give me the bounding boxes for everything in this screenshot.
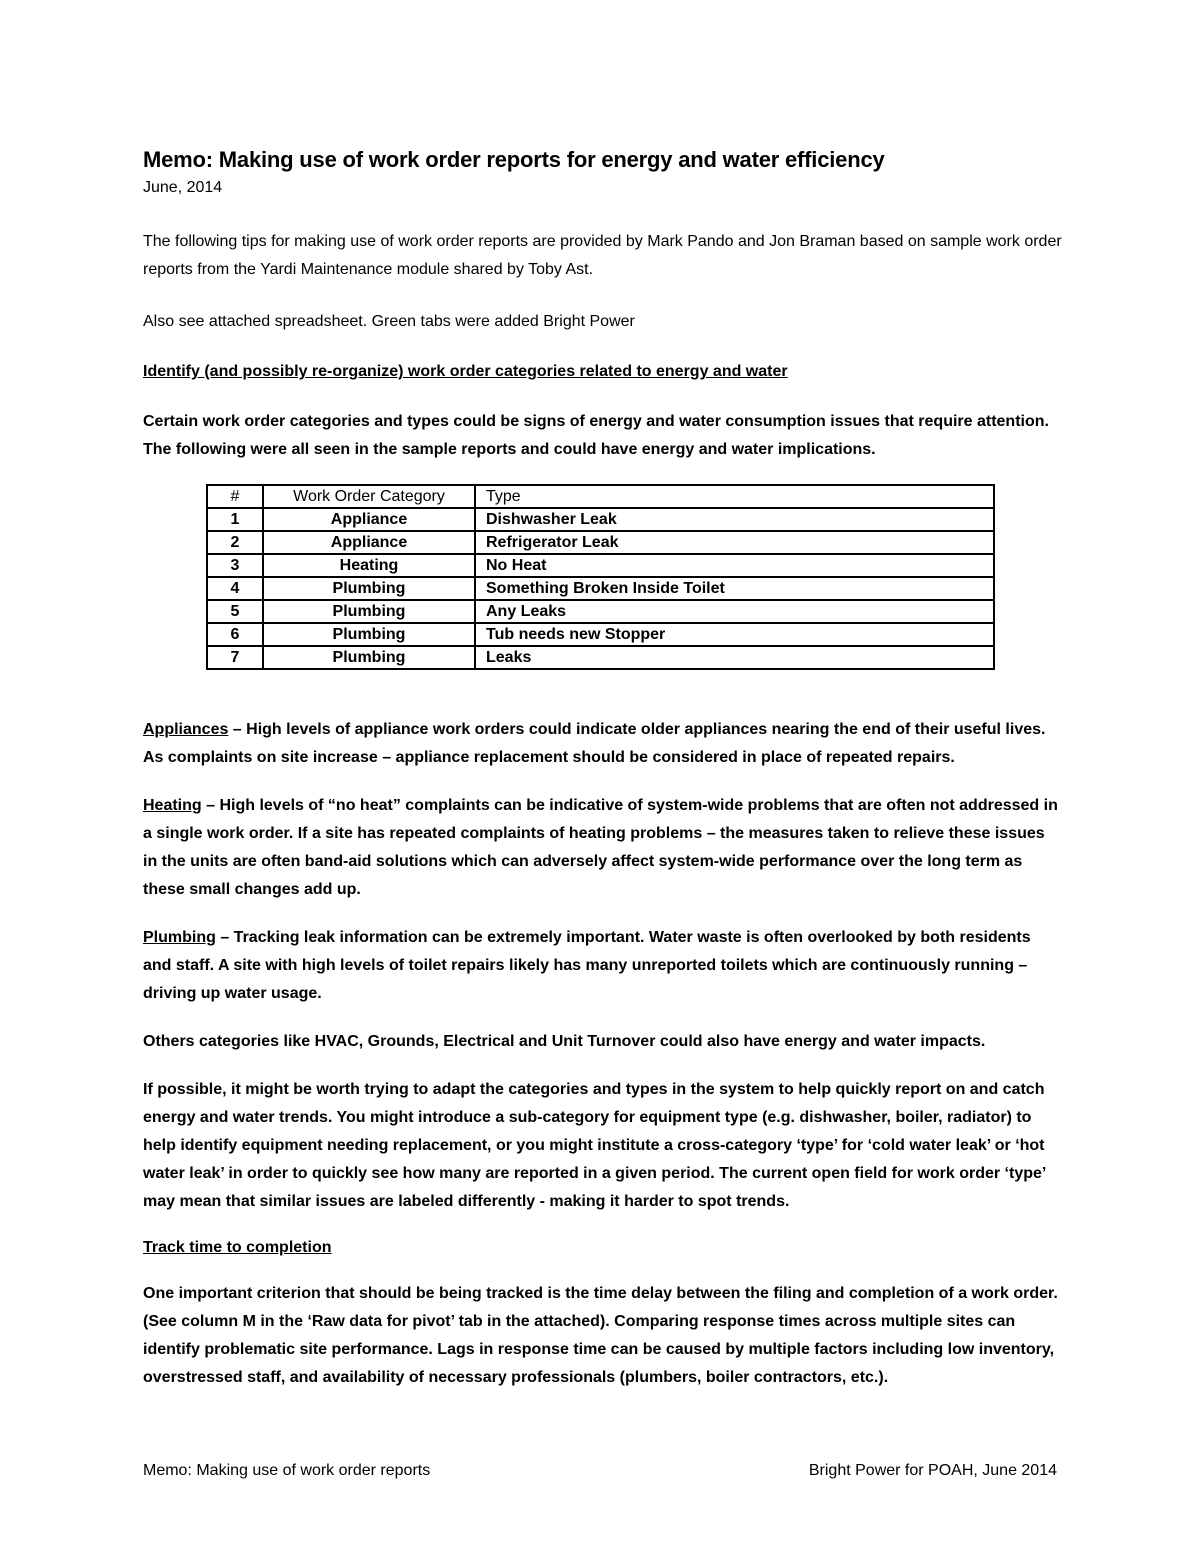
work-order-table	[206, 484, 995, 670]
memo-title: Memo: Making use of work order reports for energy and water efficiency	[143, 147, 885, 172]
appliances-paragraph	[143, 716, 1063, 772]
memo-body	[143, 143, 1063, 1392]
categories-intro-paragraph: Certain work order categories and types could be signs of energy and water consumption issues that require attention. The following were all seen in the sample reports and could have energy and water implications.	[143, 413, 1049, 458]
completion-paragraph: One important criterion that should be being tracked is the time delay between the filing and completion of a work order. (See column M in the ‘Raw data for pivot’ tab in the attached). Comparing response times across multiple sites can identify problematic site performance. Lags in response time can be caused by multiple factors including low inventory, overstressed staff, and availability of necessary professionals (plumbers, boiler contractors, etc.).	[143, 1285, 1058, 1386]
table-cell: 6	[207, 623, 263, 646]
table-cell: Plumbing	[263, 623, 475, 646]
section-heading-categories: Identify (and possibly re-organize) work order categories related to energy and water	[143, 363, 788, 380]
adapt-paragraph: If possible, it might be worth trying to adapt the categories and types in the system to help quickly report on and catch energy and water trends. You might introduce a sub-category for equipment type (e.g. dishwasher, boiler, radiator) to help identify equipment needing replacement, or you might institute a cross-category ‘type’ for ‘cold water leak’ or ‘hot water leak’ in order to quickly see how many are reported in a given period. The current open field for work order ‘type’ may mean that similar issues are labeled differently - making it harder to spot trends.	[143, 1081, 1046, 1210]
table-cell: 2	[207, 531, 263, 554]
intro-paragraph: The following tips for making use of work order reports are provided by Mark Pando and Jon Braman based on sample work order reports from the Yardi Maintenance module shared by Toby Ast.	[143, 233, 1062, 278]
table-cell: 3	[207, 554, 263, 577]
table-row	[207, 508, 994, 531]
heating-label: Heating	[143, 797, 202, 814]
table-row	[207, 623, 994, 646]
table-cell: Leaks	[475, 646, 994, 669]
table-cell: Heating	[263, 554, 475, 577]
table-cell: No Heat	[475, 554, 994, 577]
table-header-cell: #	[207, 485, 263, 508]
heating-paragraph	[143, 792, 1063, 904]
table-cell: 5	[207, 600, 263, 623]
table-header-cell: Type	[475, 485, 994, 508]
table-header-row	[207, 485, 994, 508]
plumbing-label: Plumbing	[143, 929, 216, 946]
table-cell: Dishwasher Leak	[475, 508, 994, 531]
table-cell: Tub needs new Stopper	[475, 623, 994, 646]
footer-right: Bright Power for POAH, June 2014	[808, 1462, 1057, 1479]
table-cell: 1	[207, 508, 263, 531]
table-row	[207, 577, 994, 600]
table-header-cell: Work Order Category	[263, 485, 475, 508]
table-cell: Appliance	[263, 508, 475, 531]
table-cell: 7	[207, 646, 263, 669]
table-cell: Plumbing	[263, 577, 475, 600]
table-cell: Plumbing	[263, 600, 475, 623]
memo-date: June, 2014	[143, 179, 223, 196]
appliances-text: – High levels of appliance work orders could indicate older appliances nearing the end of their useful lives. As complaints on site increase – appliance replacement should be considered in place of repeated repairs.	[143, 721, 1046, 766]
also-see-paragraph: Also see attached spreadsheet. Green tabs were added Bright Power	[143, 313, 635, 330]
plumbing-text: – Tracking leak information can be extremely important. Water waste is often overlooked by both residents and staff. A site with high levels of toilet repairs likely has many unreported toilets which are continuously running – driving up water usage.	[143, 929, 1031, 1002]
appliances-label: Appliances	[143, 721, 229, 738]
table-cell: Plumbing	[263, 646, 475, 669]
others-paragraph: Others categories like HVAC, Grounds, Electrical and Unit Turnover could also have energy and water impacts.	[143, 1033, 986, 1050]
table-row	[207, 600, 994, 623]
table-cell: Appliance	[263, 531, 475, 554]
table-cell: Any Leaks	[475, 600, 994, 623]
table-row	[207, 531, 994, 554]
heating-text: – High levels of “no heat” complaints can be indicative of system-wide problems that are often not addressed in a single work order. If a site has repeated complaints of heating problems – the measures taken to relieve these issues in the units are often band-aid solutions which can adversely affect system-wide performance over the long term as these small changes add up.	[143, 797, 1058, 898]
table-row	[207, 554, 994, 577]
section-heading-completion: Track time to completion	[143, 1239, 332, 1256]
footer-left: Memo: Making use of work order reports	[143, 1462, 431, 1479]
table-cell: 4	[207, 577, 263, 600]
table-row	[207, 646, 994, 669]
plumbing-paragraph	[143, 924, 1063, 1008]
table-cell: Something Broken Inside Toilet	[475, 577, 994, 600]
table-cell: Refrigerator Leak	[475, 531, 994, 554]
